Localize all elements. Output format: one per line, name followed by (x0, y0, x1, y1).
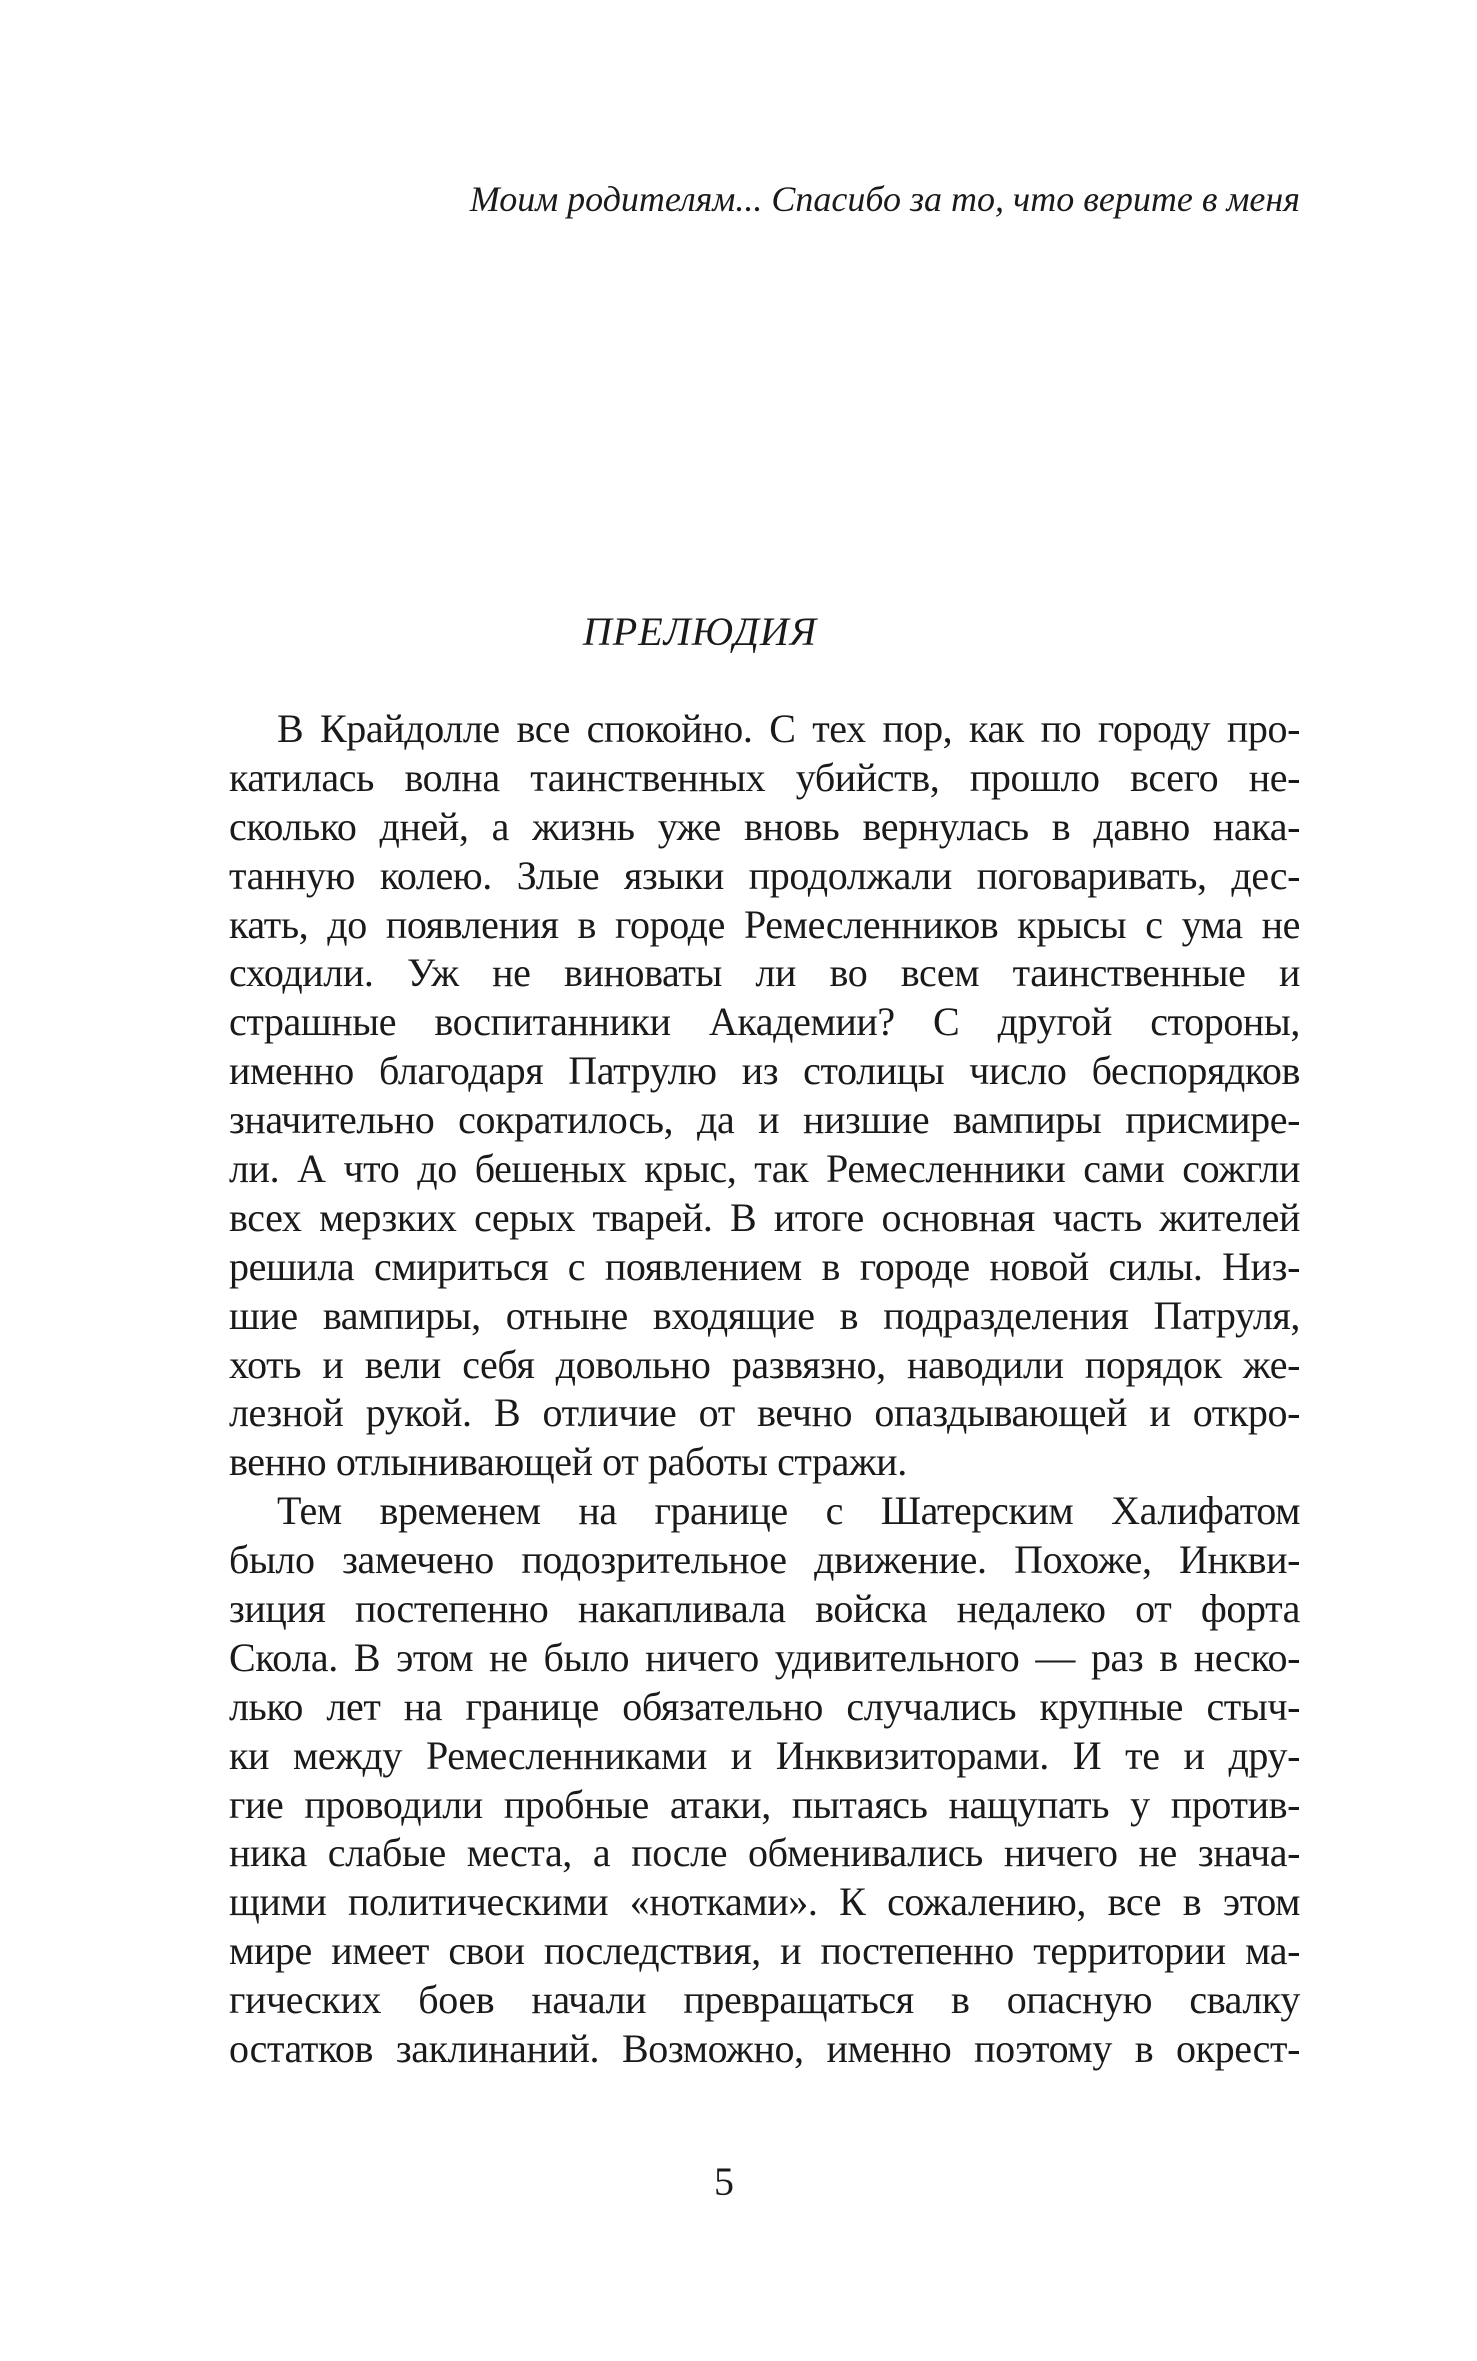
text-line: кать, до появления в городе Ремесленников крысы с ума не (229, 901, 1300, 947)
chapter-title: ПРЕЛЮДИЯ (582, 609, 818, 654)
page-number: 5 (714, 2159, 734, 2204)
text-line: лезной рукой. В отличие от вечно опаздывающей и откро- (229, 1390, 1300, 1436)
text-line: гических боев начали превращаться в опасную свалку (229, 1977, 1300, 2023)
text-line: Тем временем на границе с Шатерским Халифатом (277, 1488, 1300, 1534)
text-line: танную колею. Злые языки продолжали поговаривать, дес- (229, 852, 1300, 898)
text-line: Скола. В этом не было ничего удивительного — раз в неско- (229, 1634, 1300, 1680)
epigraph: Моим родителям... Спасибо за то, что верите в меня (469, 179, 1300, 219)
text-line: ли. А что до бешеных крыс, так Ремесленники сами сожгли (229, 1146, 1300, 1192)
text-line: страшные воспитанники Академии? С другой стороны, (229, 999, 1300, 1045)
text-line: шие вампиры, отныне входящие в подразделения Патруля, (229, 1292, 1300, 1338)
text-line: остатков заклинаний. Возможно, именно поэтому в окрест- (229, 2026, 1300, 2072)
text-line: щими политическими «нотками». К сожалению, все в этом (229, 1879, 1300, 1925)
text-line: венно отлынивающей от работы стражи. (229, 1439, 907, 1485)
text-line: решила смириться с появлением в городе новой силы. Низ- (229, 1243, 1300, 1289)
text-line: В Крайдолле все спокойно. С тех пор, как по городу про- (277, 706, 1300, 751)
body-text (229, 705, 1300, 2074)
text-line: катилась волна таинственных убийств, прошло всего не- (229, 754, 1300, 800)
text-line: ки между Ремесленниками и Инквизиторами. И те и дру- (229, 1732, 1300, 1778)
text-line: лько лет на границе обязательно случались крупные стыч- (229, 1683, 1300, 1729)
paragraph (229, 1487, 1300, 2074)
text-line: было замечено подозрительное движение. Похоже, Инкви- (229, 1537, 1300, 1583)
text-line: гие проводили пробные атаки, пытаясь нащупать у против- (229, 1781, 1300, 1827)
text-line: значительно сократилось, да и низшие вампиры присмире- (229, 1097, 1300, 1143)
text-line: сходили. Уж не виноваты ли во всем таинственные и (229, 950, 1300, 996)
text-line: мире имеет свои последствия, и постепенно территории ма- (229, 1928, 1300, 1974)
text-line: зиция постепенно накапливала войска недалеко от форта (229, 1586, 1300, 1632)
text-line: ника слабые места, а после обменивались ничего не знача- (229, 1830, 1300, 1876)
paragraph (229, 705, 1300, 1487)
text-line: хоть и вели себя довольно развязно, наводили порядок же- (229, 1341, 1300, 1387)
text-line: именно благодаря Патрулю из столицы число беспорядков (229, 1048, 1300, 1094)
text-line: сколько дней, а жизнь уже вновь вернулась в давно нака- (229, 803, 1300, 849)
text-line: всех мерзких серых тварей. В итоге основная часть жителей (229, 1194, 1300, 1240)
